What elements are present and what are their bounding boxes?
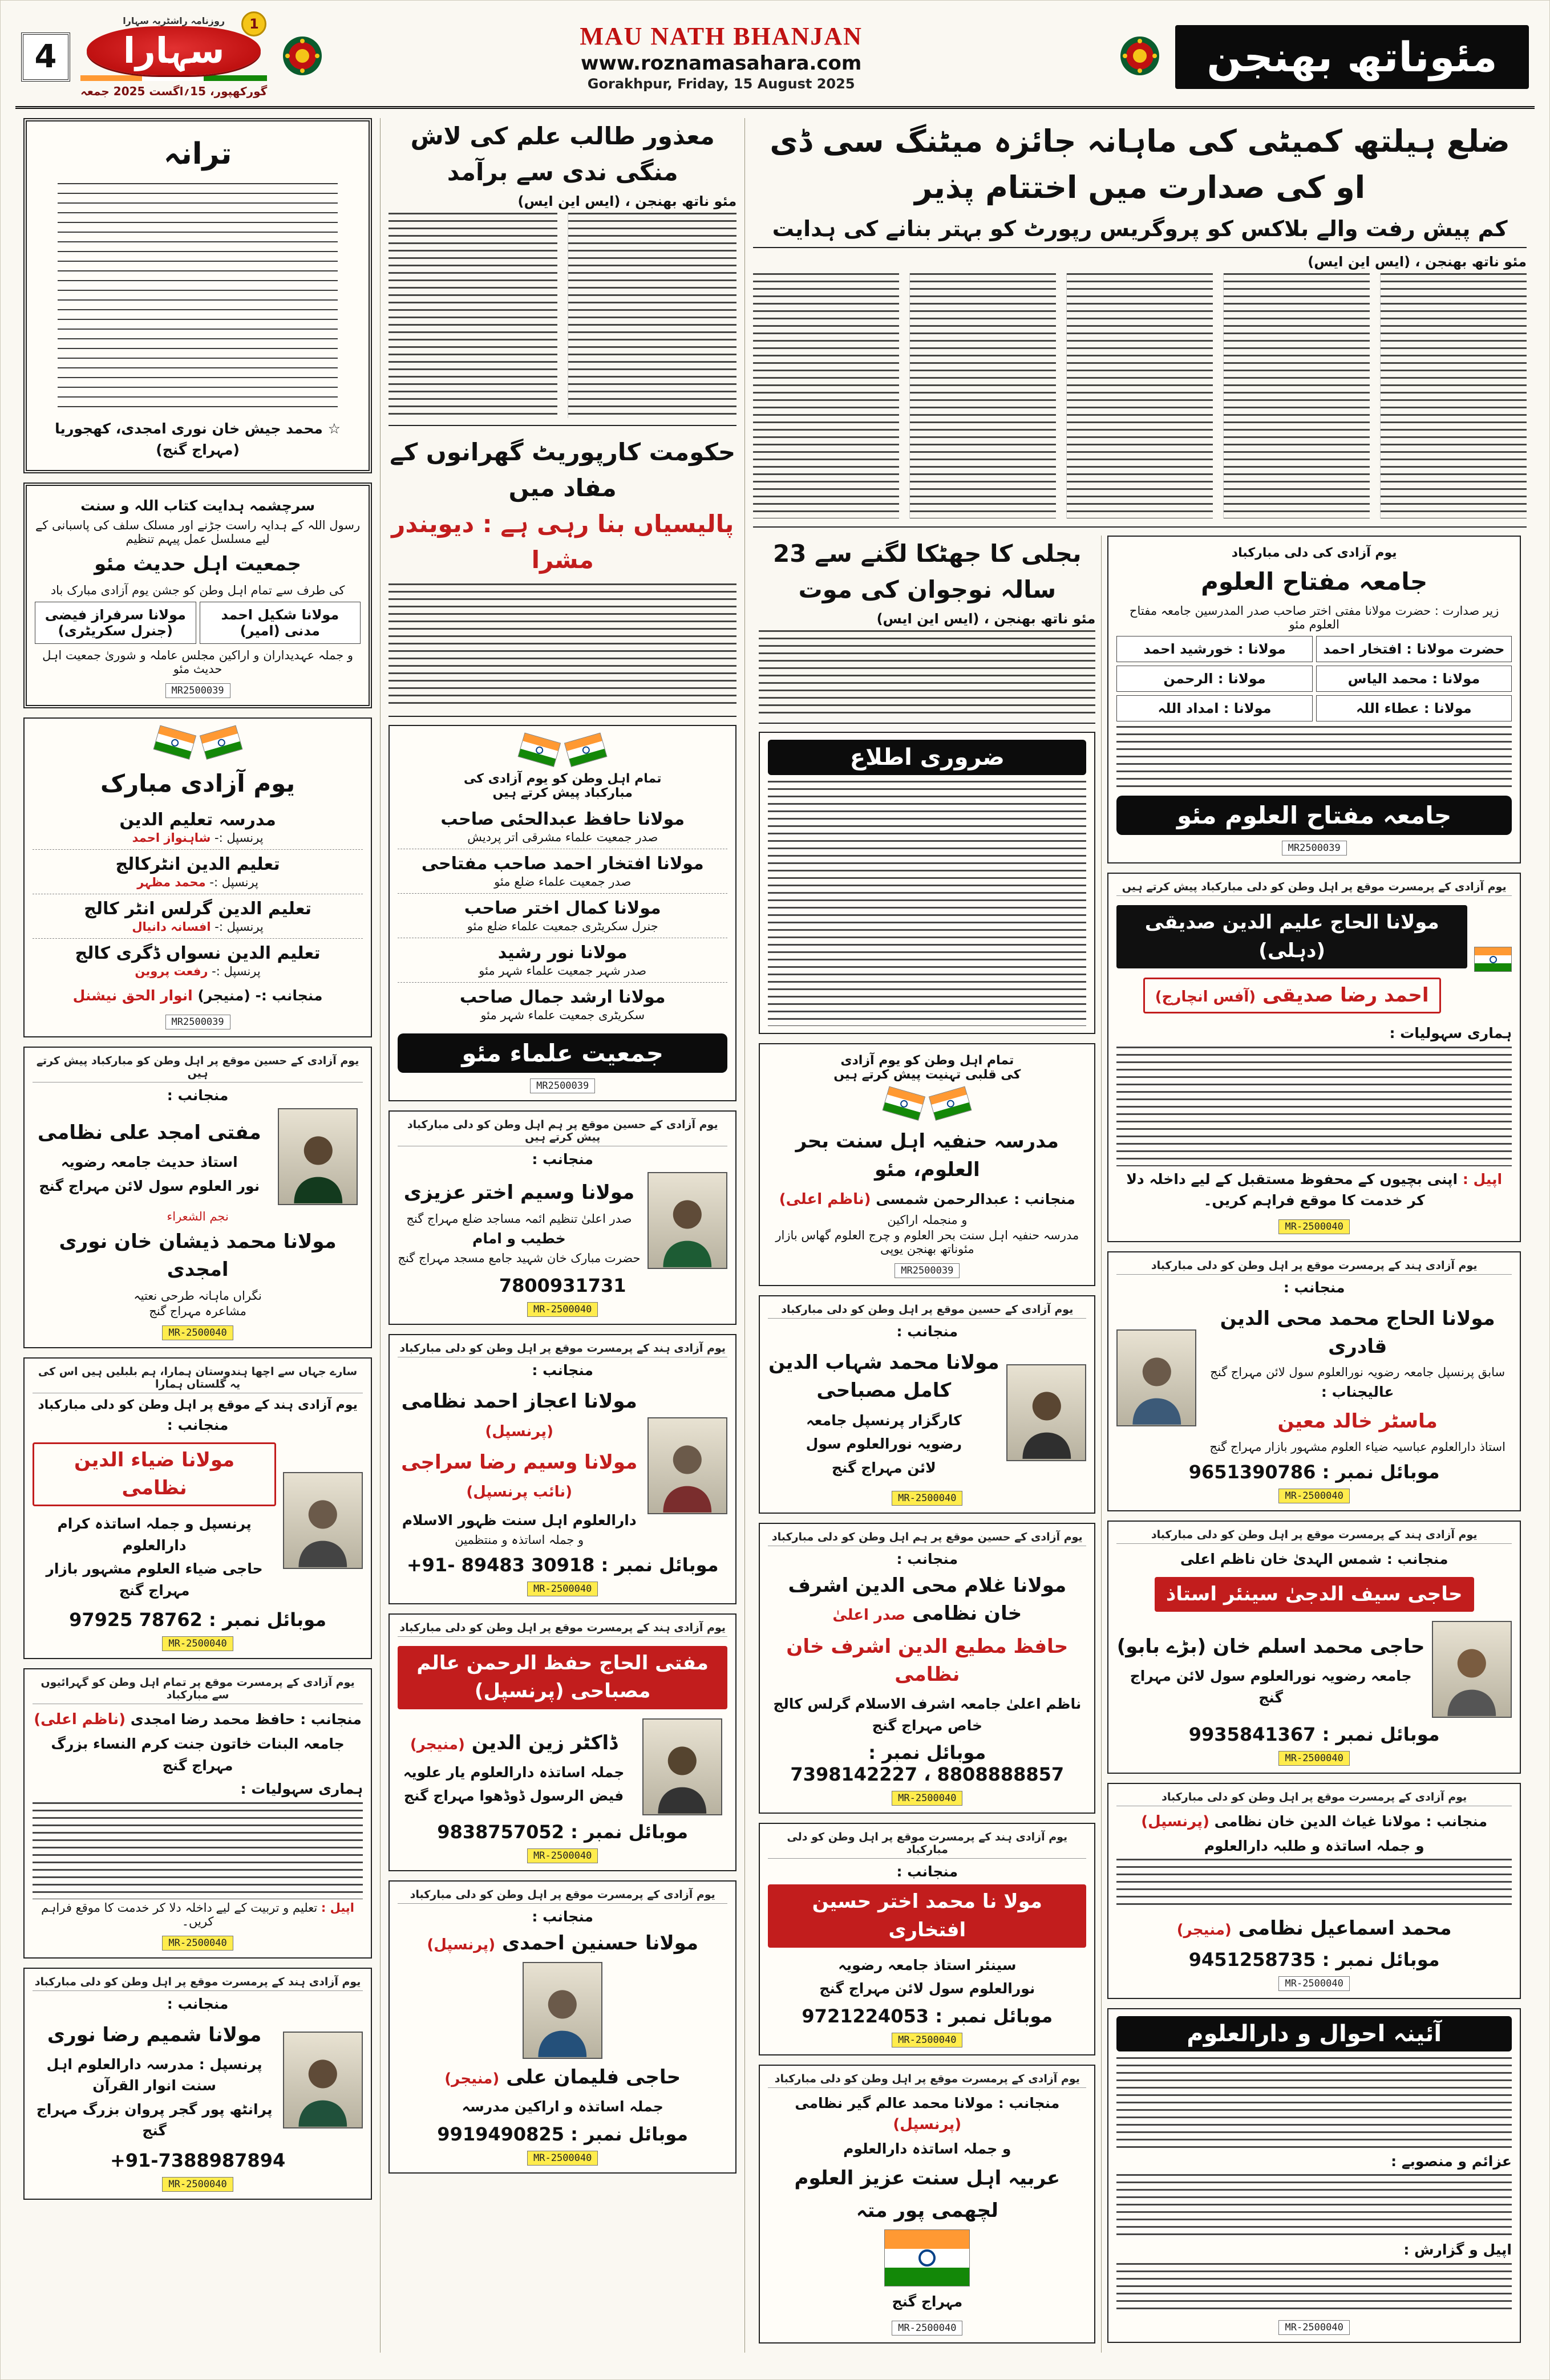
lead-subheadline: کم پیش رفت والے بلاکس کو پروگریس رپورٹ کو بہتر بنانے کی ہدایت	[772, 216, 1508, 242]
ad-person-name: مولانا شمیم رضا نوری	[47, 2023, 262, 2046]
ad-institution-line: و جملہ اساتذہ و طلبہ دارالعلوم	[1204, 1837, 1424, 1854]
from-line: منجانب : شمس الہدیٰ خان ناظم اعلی	[1180, 1551, 1448, 1568]
ad-greeting: تمام اہل وطن کو یوم آزادی کی قلبی تہنیت پیش کرتے ہیں	[833, 1053, 1021, 1082]
section-label: اپیل و گزارش :	[1403, 2241, 1512, 2259]
ad-role-line: نور العلوم سول لائن مہراج گنج	[39, 1177, 260, 1194]
header-divider	[15, 106, 1535, 109]
body-text	[1116, 2263, 1512, 2314]
ad-code: MR2500039	[1282, 841, 1347, 855]
institution-name: تعلیم الدین گرلس انٹر کالج	[84, 899, 312, 919]
ad-role-line: پرانٹھ پور گجر پروان بزرگ مہراج گنج	[36, 2101, 273, 2139]
middle-column	[380, 118, 744, 2353]
ad-taleemuddin	[23, 717, 372, 1037]
institution-name: عربیہ اہل سنت عزیز العلوم	[794, 2166, 1061, 2190]
ad-greeting: یوم آزادی ہند کے پرمسرت موقع پر اہل وطن کو دلی مبارکباد	[398, 1342, 727, 1357]
ad-person-name-2: ماسٹر خالد معین	[1277, 1409, 1438, 1433]
ad-role-line-2: استاذ دارالعلوم عباسیہ ضیاء العلوم مشہور بازار مہراج گنج	[1209, 1440, 1506, 1454]
phone-line: موبائل نمبر : 9838757052	[437, 1821, 689, 1843]
member-name: مولانا افتخار احمد صاحب مفتاحی	[421, 854, 704, 874]
ad-code: MR-2500040	[162, 1325, 233, 1340]
institution-row	[33, 939, 363, 983]
ad-code: MR-2500040	[892, 2033, 962, 2047]
appeal-line: اپیل : تعلیم و تربیت کے لیے داخلہ دلا کر خدمت کا موقع فراہم کریں۔	[41, 1900, 354, 1928]
poem-text	[58, 183, 338, 411]
from-label: منجانب :	[896, 1323, 958, 1340]
ad-greeting: یوم آزادی ہند کے پرمسرت موقع پر اہل وطن کو دلی مبارکباد	[33, 1976, 363, 1991]
phone-line: موبائل نمبر : 97925 78762	[69, 1609, 327, 1631]
from-line: منجانب : مولانا محمد عالم گیر نظامی (پرنسپل)	[795, 2094, 1060, 2134]
portrait-photo	[642, 1718, 722, 1815]
article-dateline: مئو ناتھ بھنجن ، (ایس این ایس)	[517, 193, 737, 210]
website-url: www.roznamasahara.com	[581, 52, 862, 75]
phone-line: موبائل نمبر : 7398142227 ، 8808888857	[790, 1742, 1065, 1786]
ad-person-name: مولانا اعجاز احمد نظامی (پرنسپل)	[401, 1390, 637, 1440]
ad-person-name: مولانا ضیاء الدین نظامی	[33, 1442, 276, 1507]
ad-institution-line: و جملہ اساتذہ و منتظمین	[455, 1533, 584, 1547]
brand-tagline: روزنامہ راشٹریہ سہارا	[123, 15, 225, 26]
ad-role-line: رضویہ نورالعلوم سول	[806, 1436, 962, 1453]
ad-code: MR-2500040	[892, 1791, 962, 1806]
ad-role-line: حاجی ضیاء العلوم مشہور بازار مہراج گنج	[46, 1560, 263, 1599]
from-label: منجانب :	[532, 1151, 594, 1168]
ad-greeting: یوم آزادی کے پرمسرت موقع پر تمام اہل وطن کو گہرائیوں سے مبارکباد	[33, 1676, 363, 1704]
ad-role-line: سینئر استاذ جامعہ رضویہ	[838, 1956, 1017, 1973]
ad-institution-line: فیض الرسول ڈوڈھوا مہراج گنج	[403, 1787, 624, 1805]
institution-name: تعلیم الدین نسواں ڈگری کالج	[75, 943, 321, 964]
ad-greeting: یوم آزادی ہند کے پرمسرت موقع پر اہل وطن کو دلی مبارکباد	[1116, 1259, 1512, 1275]
principal-line: پرنسپل :- محمد مظہر	[137, 875, 258, 890]
crossed-flags-icon	[160, 725, 236, 762]
institution-city: مہراج گنج	[892, 2293, 963, 2310]
ad-role-line: نگراں ماہانہ طرحی نعتیہ	[133, 1288, 262, 1303]
body-text	[1116, 1047, 1512, 1166]
body-text-column	[1223, 273, 1370, 518]
body-text	[33, 1802, 363, 1899]
from-line: منجانب : مولانا غیاث الدین خان نظامی (پرنسپل)	[1141, 1813, 1488, 1830]
ad-tag: نجم الشعراء	[167, 1209, 229, 1223]
ad-institution-line: جملہ اساتذہ و اراکین مدرسہ	[462, 2098, 663, 2115]
member-role: صدر شہر جمعیت علماء شہر مئو	[479, 964, 647, 978]
ad-greeting: یوم آزادی کے پرمسرت موقع پر اہل وطن کو دلی مبارکباد پیش کرتے ہیں	[1116, 881, 1512, 896]
institution-banner: جمعیت علماء مئو	[398, 1033, 727, 1073]
ad-role-line: سابق پرنسپل جامعہ رضویہ نورالعلوم سول لائن مہراج گنج	[1210, 1365, 1506, 1380]
article-dateline: مئو ناتھ بھنجن ، (ایس این ایس)	[876, 611, 1096, 627]
article-body-text	[388, 213, 736, 418]
member-role: جنرل سکریٹری جمعیت علماء ضلع مئو	[467, 919, 658, 934]
body-text	[1116, 1859, 1512, 1910]
phone-line: موبائل نمبر : 9935841367	[1188, 1723, 1440, 1745]
lead-headline: ضلع ہیلتھ کمیٹی کی ماہانہ جائزہ میٹنگ سی ڈی او کی صدارت میں اختتام پذیر	[770, 123, 1510, 206]
member-row	[398, 894, 727, 938]
ad-ziauddin-nizami	[23, 1357, 372, 1660]
ad-code: MR-2500040	[527, 2151, 598, 2166]
divider	[753, 247, 1527, 248]
ad-code: MR-2500040	[527, 1582, 598, 1596]
ad-aleemuddin-siddiqui	[1107, 873, 1521, 1242]
from-label: منجانب :	[167, 1995, 229, 2012]
body-text	[1116, 2174, 1512, 2237]
floral-ornament-icon	[282, 35, 323, 79]
ad-greeting: یوم آزادی ہند کے پرمسرت موقع پر اہل وطن کو دلی مبارکباد	[398, 1621, 727, 1637]
article-corporate-policies	[388, 434, 736, 717]
ad-ghulam-mohiuddin	[759, 1523, 1095, 1814]
ad-code: MR-2500040	[1278, 1489, 1349, 1503]
ad-code: MR2500039	[165, 1015, 230, 1029]
ad-shams-ul-huda	[1107, 1521, 1521, 1774]
phone-line: موبائل نمبر : 9721224053	[802, 2005, 1053, 2027]
inner-column-left	[753, 536, 1101, 2353]
ad-person-name-2: حافظ مطیع الدین اشرف خان نظامی	[786, 1635, 1069, 1686]
india-flag-icon	[884, 2229, 970, 2286]
principal-line: پرنسپل :- رفعت پروین	[135, 964, 261, 979]
address-line: مدرسہ حنفیہ اہل سنت بحر العلوم و چرج العلوم گھاس بازار مئوناتھ بھنجن یوپی	[775, 1228, 1079, 1256]
ad-code: MR-2500040	[1278, 2320, 1349, 2335]
body-text-column	[909, 273, 1056, 518]
institution-row	[33, 805, 363, 850]
ad-person-name: مفتی الحاج حفظ الرحمن عالم مصباحی (پرنسپل)	[398, 1646, 727, 1709]
phone-line: 7800931731	[499, 1275, 626, 1297]
name-cell: حضرت مولانا : افتخار احمد	[1316, 636, 1512, 662]
ad-role-line: خطیب و امام	[472, 1230, 566, 1247]
dateline-english: Gorakhpur, Friday, 15 August 2025	[587, 76, 855, 92]
ad-code: MR-2500040	[162, 1636, 233, 1651]
ad-jamiat-ulama	[388, 725, 736, 1101]
masthead-left	[21, 15, 267, 98]
ad-role-line: صدر اعلیٰ تنظیم ائمہ مساجد ضلع مہراج گنج	[406, 1211, 632, 1226]
name-cell: مولانا : خورشید احمد	[1116, 636, 1312, 662]
city-name-english: MAU NATH BHANJAN	[580, 22, 863, 51]
institution-row	[33, 894, 363, 939]
body-text	[388, 583, 736, 709]
ad-ejaz-ahmad-nizami	[388, 1334, 736, 1604]
crossed-flags-icon	[525, 733, 600, 769]
portrait-photo	[1006, 1364, 1086, 1461]
ad-person-name: مولا نا محمد اختر حسین افتخاری	[768, 1884, 1086, 1948]
brand-edition-line: گورکھپور، 15؍اگست 2025 جمعہ	[80, 84, 268, 99]
ad-title: آئینہ احوال و دارالعلوم	[1116, 2016, 1512, 2051]
member-row	[398, 938, 727, 983]
ad-role-line: پرنسپل و جملہ اساتذہ کرام دارالعلوم	[57, 1515, 252, 1554]
body-text-column	[388, 213, 557, 418]
ad-shahabuddin-misbahi	[759, 1295, 1095, 1514]
members-list	[398, 805, 727, 1027]
ad-code: MR-2500040	[1278, 1976, 1349, 1991]
article-headline: بجلی کا جھٹکا لگنے سے 23 سالہ نوجوان کی موت	[772, 540, 1082, 604]
poem-box	[23, 118, 372, 473]
ad-code: MR-2500040	[1278, 1751, 1349, 1766]
ad-person-name-2: احمد رضا صدیقی (آفس انچارج)	[1143, 978, 1441, 1013]
brand-block	[80, 15, 267, 98]
ad-mufti-amjad-ali	[23, 1047, 372, 1348]
ad-person-name: مولانا الحاج محمد محی الدین قادری	[1220, 1307, 1495, 1358]
phone-line: موبائل نمبر : 9651390786	[1188, 1461, 1440, 1483]
ad-quote: سارے جہاں سے اچھا ہندوستان ہمارا، ہم بلبلیں ہیں اس کی یہ گلستاں ہمارا	[33, 1365, 363, 1393]
article-electric-shock	[759, 536, 1095, 724]
ad-code: MR-2500040	[162, 2177, 233, 2192]
member-role: صدر جمعیت علماء ضلع مئو	[494, 875, 632, 889]
institution-name: مدرسہ تعلیم الدین	[119, 810, 276, 830]
body-text-column	[1380, 273, 1527, 518]
page-content	[15, 118, 1535, 2353]
ad-person-name-3: حاجی محمد اسلم خان (بڑے بابو)	[1116, 1635, 1425, 1658]
institution-place: لچھمی پور متہ	[856, 2199, 998, 2223]
member-name: مولانا شکیل احمد مدنی (امیر)	[200, 602, 361, 644]
right-super-column	[744, 118, 1535, 2353]
portrait-photo	[1116, 1329, 1196, 1426]
portrait-photo	[647, 1172, 727, 1269]
inner-columns	[753, 536, 1527, 2353]
ad-person-name-2: محمد اسماعیل نظامی (منیجر)	[1176, 1917, 1452, 1940]
ad-code: MR2500039	[895, 1263, 960, 1278]
body-text	[768, 781, 1086, 1026]
page-number: 4	[21, 33, 70, 82]
ad-role-line: ناظم اعلیٰ جامعہ اشرف الاسلام گرلس کالج خاص مہراج گنج	[773, 1696, 1082, 1734]
ad-greeting: یوم آزادی کے حسین موقع پر اہل وطن کو مبارکباد پیش کرتے ہیں	[33, 1055, 363, 1082]
member-name: مولانا نور رشید	[497, 943, 628, 963]
article-headline: معذور طالب علم کی لاش منگی ندی سے برآمد	[410, 122, 715, 186]
poem-title: ترانہ	[163, 137, 232, 172]
ad-institution-line: دارالعلوم اہل سنت ظہور الاسلام	[402, 1511, 637, 1528]
ad-role-line: لائن مہراج گنج	[831, 1459, 936, 1476]
appeal-line: اپیل : اپنی بچیوں کے محفوظ مستقبل کے لیے داخلہ دلا کر خدمت کا موقع فراہم کریں۔	[1126, 1170, 1503, 1209]
member-name: مولانا ارشد جمال صاحب	[459, 987, 666, 1008]
ad-role-line: کارگزار پرنسپل جامعہ	[806, 1412, 962, 1429]
principal-line: پرنسپل :- افسانہ دانیال	[132, 920, 264, 934]
facilities-label: ہماری سہولیات :	[1389, 1025, 1512, 1042]
member-row	[398, 805, 727, 849]
ad-ahl-e-hadith	[23, 483, 372, 708]
ad-greeting: یوم آزادی کی دلی مبارکباد	[1231, 546, 1397, 561]
institution-name: تعلیم الدین انٹرکالج	[115, 854, 280, 875]
phone-line: موبائل نمبر : 9919490825	[437, 2123, 689, 2145]
body-text-column	[1066, 273, 1213, 518]
ad-alamgir-nizami	[759, 2065, 1095, 2343]
institution-row	[33, 850, 363, 894]
ad-person-name: مولانا غلام محی الدین اشرف خان نظامی صدر اعلیٰ	[788, 1574, 1067, 1625]
portrait-photo	[283, 1472, 363, 1569]
footer-note: و جملہ عہدیداران و اراکین مجلس عاملہ و شوریٰ جمعیت اہل حدیث مئو	[42, 648, 354, 676]
institution-banner: جامعہ مفتاح العلوم مئو	[1116, 796, 1512, 835]
ad-greeting: یوم آزادی مبارک	[100, 769, 296, 797]
body-text	[1116, 726, 1512, 789]
crossed-flags-icon	[889, 1086, 965, 1123]
phone-line: +91-7388987894	[110, 2149, 286, 2171]
member-role: صدر جمعیت علماء مشرقی اتر پردیش	[467, 830, 658, 845]
from-line: منجانب : عبدالرحمن شمسی (ناظم اعلی)	[779, 1190, 1075, 1208]
footer-line: منجانب :- (منیجر) انوار الحق نیشنل	[72, 987, 323, 1004]
ad-role-line: نورالعلوم سول لائن مہراج گنج	[819, 1980, 1035, 1997]
ad-code: MR2500039	[165, 683, 230, 698]
body-text	[759, 630, 1095, 716]
ad-role-line: مشاعرہ مہراج گنج	[149, 1304, 246, 1318]
body-text	[1116, 2057, 1512, 2148]
principal-line: پرنسپل :- شاہنواز احمد	[132, 831, 264, 845]
from-label: منجانب :	[532, 1908, 594, 1925]
ad-greeting: یوم آزادی کے حسین موقع پر ہم اہل وطن کو دلی مبارکباد پیش کرتے ہیں	[398, 1118, 727, 1146]
poem-author: ☆ محمد جیش خان نوری امجدی، کھجوریا (مہراج گنج)	[55, 420, 341, 459]
extra-line: و منجملہ اراکین	[887, 1213, 968, 1227]
ad-greeting: یوم آزادی کے پرمسرت موقع پر اہل وطن کو دلی مبارکباد	[398, 1888, 727, 1904]
ad-greeting: یوم آزادی ہند کے پرمسرت موقع پر اہل وطن کو دلی مبارکباد	[768, 1831, 1086, 1859]
article-headline: حکومت کارپوریٹ گھرانوں کے مفاد میں پالیسیاں بنا رہی ہے : دیویندر مشرا	[390, 438, 736, 574]
name-cell: مولانا : امداد اللہ	[1116, 695, 1312, 721]
from-line: منجانب : حافظ محمد رضا امجدی (ناظم اعلی)	[34, 1711, 362, 1729]
ad-mohiuddin-qadri	[1107, 1251, 1521, 1511]
body-text-column	[568, 213, 737, 418]
ad-raza-amjadi	[23, 1668, 372, 1959]
ad-greeting: یوم آزادی کے حسین موقع پر اہل وطن کو دلی مبارکباد	[768, 1303, 1086, 1319]
ad-institution-line: جامعہ البنات خاتون جنت کرم النساء بزرگ مہراج گنج	[51, 1736, 345, 1774]
ad-subline: زیر صدارت : حضرت مولانا مفتی اختر صاحب صدر المدرسین جامعہ مفتاح العلوم مئو	[1129, 604, 1499, 632]
from-label: منجانب :	[896, 1863, 958, 1880]
ad-institution-line: جامعہ رضویہ نورالعلوم سول لائن مہراج گنج	[1130, 1668, 1412, 1706]
ad-person-name: مولانا حسنین احمدی (پرنسپل)	[427, 1931, 699, 1955]
institutions-list	[33, 805, 363, 983]
ad-code: MR-2500040	[162, 1936, 233, 1951]
ad-code: MR-2500040	[892, 2321, 962, 2336]
intro-line: سرچشمہ ہدایت کتاب اللہ و سنت	[80, 497, 315, 514]
ad-person-name: مولانا محمد شہاب الدین کامل مصباحی	[768, 1351, 999, 1402]
from-label: منجانب :	[167, 1416, 229, 1433]
ad-code: MR2500039	[530, 1078, 595, 1093]
from-label: منجانب :	[532, 1362, 594, 1379]
lead-body-text	[753, 273, 1527, 518]
member-row	[398, 983, 727, 1027]
ad-hifzur-rahman	[388, 1613, 736, 1871]
ad-greeting: یوم آزادی ہند کے پرمسرت موقع پر اہل وطن کو دلی مبارکباد	[1116, 1528, 1512, 1544]
ad-hasnain-ahmadi	[388, 1880, 736, 2174]
ad-bahrul-uloom	[759, 1043, 1095, 1286]
ad-institution-line: و جملہ اساتذہ دارالعلوم	[843, 2140, 1011, 2158]
ad-greeting: یوم آزادی کے پرمسرت موقع پر اہل وطن کو دلی مبارکباد	[1116, 1791, 1512, 1806]
ad-code: MR-2500040	[1278, 1219, 1349, 1234]
ad-code: MR-2500040	[527, 1848, 598, 1863]
institution-name: جامعہ مفتاح العلوم	[1201, 567, 1428, 596]
ad-code: MR-2500040	[527, 1302, 598, 1317]
ad-role-line: استاذ حدیث جامعہ رضویہ	[60, 1154, 238, 1171]
ad-waseem-akhtar-azizi	[388, 1110, 736, 1325]
body-text-column	[753, 273, 899, 518]
ad-code: MR-2500040	[892, 1491, 962, 1506]
ad-greeting: یوم آزادی کے پرمسرت موقع پر اہل وطن کو دلی مبارکباد	[768, 2073, 1086, 2088]
portrait-photo	[523, 1962, 602, 2059]
ad-person-name-2: ڈاکٹر زین الدین (منیجر)	[410, 1731, 618, 1754]
organization-name: جمعیت اہل حدیث مئو	[94, 553, 302, 576]
name-cell: مولانا : محمد الیاس	[1316, 666, 1512, 692]
portrait-photo	[278, 1108, 358, 1205]
ad-person-name: مولانا وسیم اختر عزیزی	[403, 1181, 635, 1205]
intro-line-2: رسول اللہ کے ہدایہ راست جڑنے اور مسلک سلف کی پاسبانی کے لیے مسلسل عمل پیہم تنظیم	[35, 518, 361, 546]
brand-badge: 1	[241, 11, 266, 37]
ad-greeting: تمام اہل وطن کو یوم آزادی کی مبارکباد پیش کرتے ہیں	[463, 772, 662, 801]
ad-ghiyasuddin-nizami	[1107, 1783, 1521, 1999]
ad-shamim-raza-noori	[23, 1968, 372, 2200]
name-cell: مولانا : عطاء اللہ	[1316, 695, 1512, 721]
lead-article	[753, 118, 1527, 528]
member-name: مولانا کمال اختر صاحب	[464, 898, 661, 919]
india-flag-icon	[1474, 947, 1512, 972]
notice-title: ضروری اطلاع	[768, 740, 1086, 775]
ad-jamia-miftahul-uloom	[1107, 536, 1521, 863]
from-label: منجانب :	[167, 1086, 229, 1104]
name-cell: مولانا : الرحمن	[1116, 666, 1312, 692]
left-column	[15, 118, 380, 2353]
masthead-center	[338, 22, 1104, 92]
ad-person-name-2: مولانا وسیم رضا سراجی (نائب پرنسپل)	[401, 1450, 638, 1501]
floral-ornament-icon	[1119, 35, 1160, 79]
ad-greeting: یوم آزادی کے حسین موقع پر ہم اہل وطن کو دلی مبارکباد	[768, 1531, 1086, 1546]
masthead	[15, 12, 1535, 105]
member-row	[398, 849, 727, 894]
ad-person-name: مولانا الحاج علیم الدین صدیقی (دہلی)	[1116, 905, 1467, 968]
ad-akhtar-hussain	[759, 1823, 1095, 2055]
ad-role-line: حضرت مبارک خان شہید جامع مسجد مہراج گنج	[398, 1251, 641, 1266]
member-name: مولانا سرفراز فیضی (جنرل سکریٹری)	[35, 602, 196, 644]
article-student-body-found	[388, 118, 736, 426]
ad-person-name-2: حاجی فلیمان علی (منیجر)	[444, 2065, 681, 2089]
portrait-photo	[1432, 1621, 1512, 1718]
portrait-photo	[647, 1417, 727, 1514]
section-label: عزائم و منصوبے :	[1391, 2152, 1512, 2170]
member-name: مولانا حافظ عبدالحئی صاحب	[440, 809, 685, 830]
ad-person-name-2: حاجی سیف الدجیٰ سینئر استاذ	[1155, 1577, 1474, 1612]
member-role: سکریٹری جمعیت علماء شہر مئو	[480, 1008, 645, 1023]
ad-role-line: پرنسپل : مدرسہ دارالعلوم اہل سنت انوار القرآن	[46, 2055, 262, 2094]
portrait-photo	[283, 2032, 363, 2128]
ad-greeting: یوم آزادی ہند کے موقع پر اہل وطن کو دلی مبارکباد	[38, 1397, 358, 1412]
greeting-note: کی طرف سے تمام اہل وطن کو جشن یوم آزادی مبارک باد	[50, 583, 345, 597]
ad-aaina-ahwal	[1107, 2008, 1521, 2343]
names-grid	[1116, 636, 1512, 721]
institution-name: مدرسہ حنفیہ اہل سنت بحر العلوم، مئو	[795, 1130, 1059, 1181]
tricolor-strip	[80, 75, 267, 81]
ad-institution-line: جملہ اساتذہ دارالعلوم یار علویہ	[403, 1763, 625, 1781]
honorific-label: عالیجناب :	[1321, 1384, 1394, 1401]
phone-line: موبائل نمبر : 9451258735	[1188, 1948, 1440, 1971]
inner-column-right	[1101, 536, 1527, 2353]
city-name-urdu: مئوناتھ بھنجن	[1175, 25, 1529, 89]
facilities-label: ہماری سہولیات :	[240, 1781, 363, 1798]
notice-box	[759, 732, 1095, 1034]
lead-dateline: مئو ناتھ بھنجن ، (ایس این ایس)	[1308, 254, 1527, 270]
from-label: منجانب :	[1283, 1279, 1345, 1296]
ad-person-name-2: مولانا محمد ذیشان خان نوری امجدی	[59, 1230, 337, 1282]
from-label: منجانب :	[896, 1551, 958, 1568]
phone-line: موبائل نمبر : +91- 89483 30918	[406, 1554, 719, 1576]
ad-person-name: مفتی امجد علی نظامی	[37, 1121, 261, 1144]
brand-logo: سہارا	[87, 26, 261, 75]
